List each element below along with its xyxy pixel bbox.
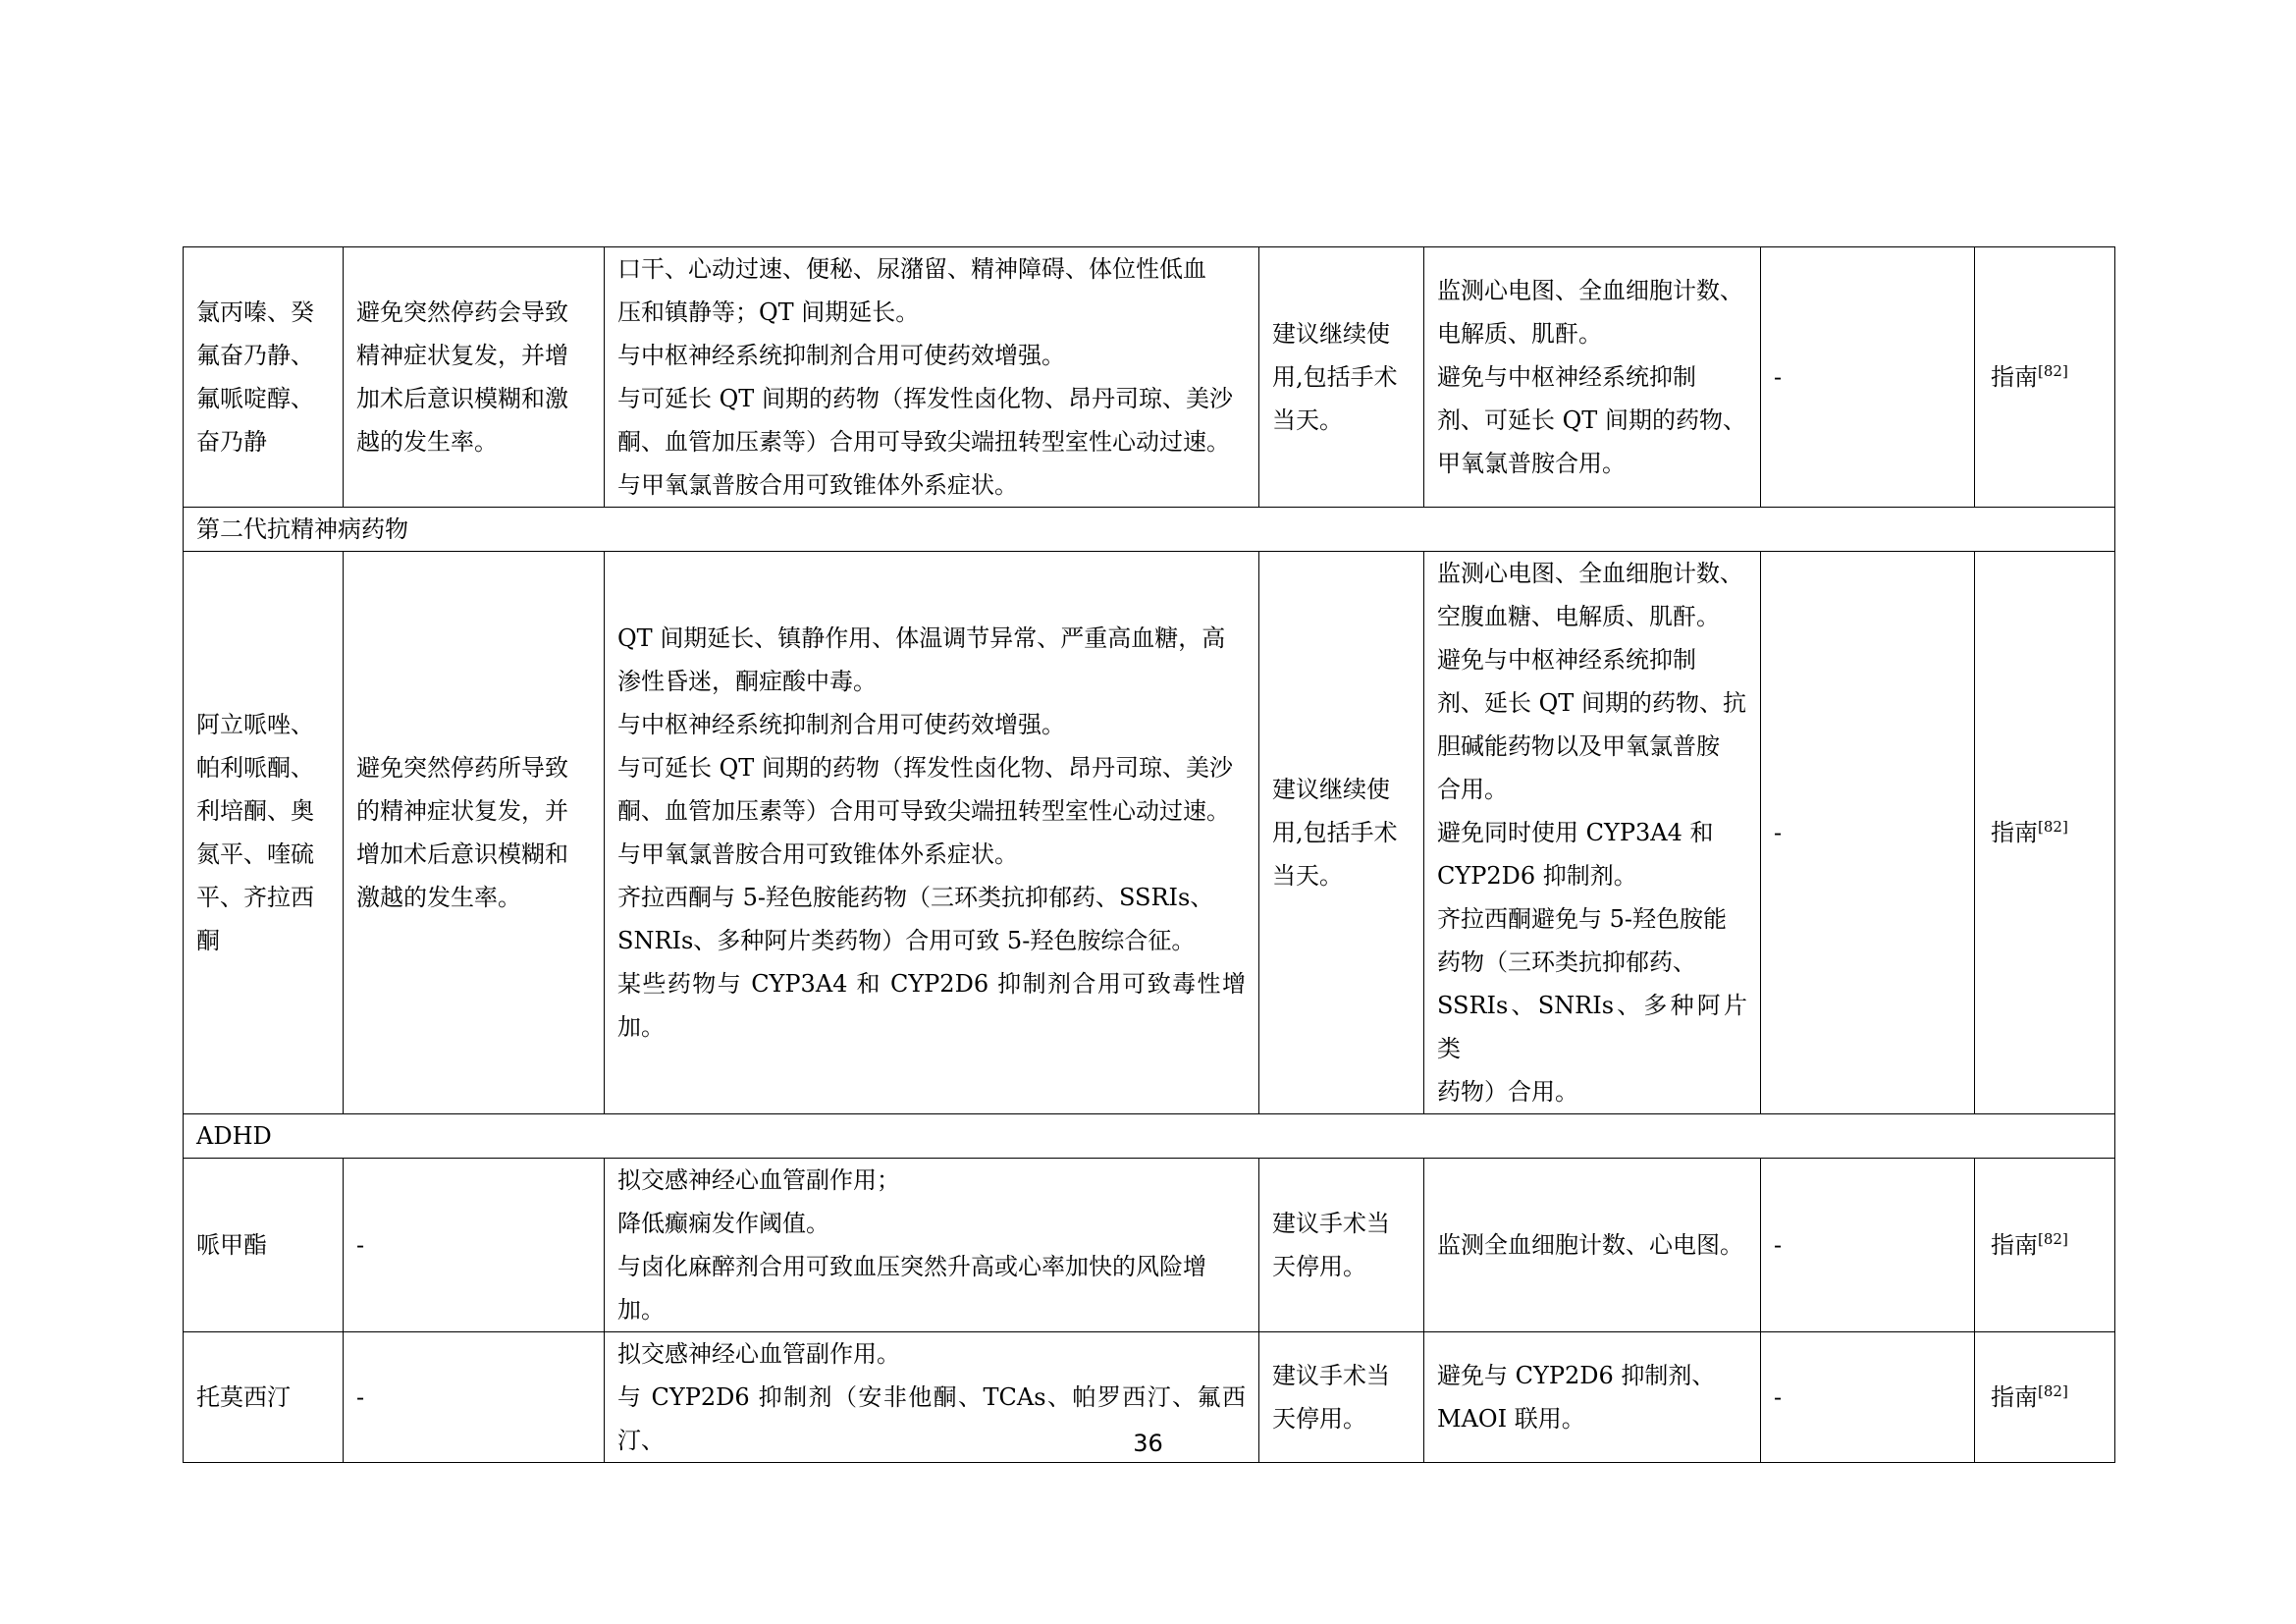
cell-line: 避免突然停药所导致 (356, 754, 568, 782)
cell-line: 越的发生率。 (356, 428, 498, 456)
cell-line: 利培酮、奥 (196, 797, 314, 825)
page-number: 36 (1133, 1430, 1163, 1457)
cell-line: 拟交感神经心血管副作用。 (617, 1340, 900, 1368)
section-heading: ADHD (184, 1114, 2115, 1159)
cell-line: 拟交感神经心血管副作用； (617, 1166, 900, 1194)
cell-line: 建议手术当 (1272, 1362, 1390, 1389)
cell-line: 阿立哌唑、 (196, 711, 314, 738)
cell-line: 的精神症状复发，并 (356, 797, 568, 825)
reference-superscript: [82] (2038, 1230, 2068, 1248)
cell-line: 口干、心动过速、便秘、尿潴留、精神障碍、体位性低血 (617, 255, 1206, 283)
cell-line: 加术后意识模糊和激 (356, 385, 568, 412)
cell-line: 与中枢神经系统抑制剂合用可使药效增强。 (617, 342, 1065, 369)
cell-line: 与中枢神经系统抑制剂合用可使药效增强。 (617, 711, 1065, 738)
cell-line: - (356, 1383, 365, 1411)
cell-line: 酮 (196, 927, 220, 954)
extra-cell: - (1761, 1332, 1975, 1463)
cell-line: 降低癫痫发作阈值。 (617, 1210, 829, 1237)
cell-line: 天停用。 (1272, 1405, 1366, 1433)
cell-line: - (356, 1231, 365, 1259)
cell-line: 当天。 (1272, 406, 1343, 434)
cell-line: 合用。 (1437, 776, 1508, 803)
cell-line: CYP2D6 抑制剂。 (1437, 862, 1637, 890)
cell-line: 剂、延长 QT 间期的药物、抗 (1437, 689, 1746, 717)
source-cell (1975, 247, 2115, 508)
cell-line: 天停用。 (1272, 1253, 1366, 1280)
cell-line: 平、齐拉西 (196, 884, 314, 911)
cell-line: 齐拉西酮避免与 5-羟色胺能 (1437, 905, 1728, 933)
risks-cell (605, 247, 1259, 508)
cell-line: 酮、血管加压素等）合用可导致尖端扭转型室性心动过速。 (617, 428, 1230, 456)
extra-cell: - (1761, 1159, 1975, 1332)
cell-line: 建议继续使 (1272, 776, 1390, 803)
reason-cell (344, 1159, 605, 1332)
monitor-cell (1424, 552, 1761, 1114)
cell-line: 压和镇静等；QT 间期延长。 (617, 298, 920, 326)
cell-line: 建议手术当 (1272, 1210, 1390, 1237)
source-label: 指南 (1991, 363, 2038, 391)
cell-line: 与可延长 QT 间期的药物（挥发性卤化物、昂丹司琼、美沙 (617, 754, 1233, 782)
cell-line: 监测心电图、全血细胞计数、 (1437, 560, 1743, 587)
cell-line: 剂、可延长 QT 间期的药物、 (1437, 406, 1746, 434)
cell-line: 空腹血糖、电解质、肌酐。 (1437, 603, 1720, 630)
cell-line: 氯丙嗪、癸 (196, 298, 314, 326)
reason-cell (344, 247, 605, 508)
cell-line: 当天。 (1272, 862, 1343, 890)
cell-line: 用,包括手术 (1272, 819, 1398, 846)
cell-line: 渗性昏迷，酮症酸中毒。 (617, 668, 877, 695)
monitor-cell (1424, 247, 1761, 508)
section-heading: 第二代抗精神病药物 (184, 508, 2115, 552)
cell-line: 与甲氧氯普胺合用可致锥体外系症状。 (617, 840, 1018, 868)
cell-line: 甲氧氯普胺合用。 (1437, 450, 1626, 477)
advice-cell (1259, 552, 1424, 1114)
cell-line: 避免突然停药会导致 (356, 298, 568, 326)
source-label: 指南 (1991, 1231, 2038, 1259)
cell-line: 与可延长 QT 间期的药物（挥发性卤化物、昂丹司琼、美沙 (617, 385, 1233, 412)
drug-name-cell (184, 552, 344, 1114)
cell-line: 避免与 CYP2D6 抑制剂、 (1437, 1362, 1716, 1389)
cell-line: 用,包括手术 (1272, 363, 1398, 391)
cell-line: SNRIs、多种阿片类药物）合用可致 5-羟色胺综合征。 (617, 927, 1196, 954)
cell-line: 帕利哌酮、 (196, 754, 314, 782)
cell-line: 氮平、喹硫 (196, 840, 314, 868)
cell-line: 建议继续使 (1272, 320, 1390, 348)
reason-cell (344, 552, 605, 1114)
extra-cell: - (1761, 552, 1975, 1114)
cell-line: MAOI 联用。 (1437, 1405, 1585, 1433)
cell-line: 与 CYP2D6 抑制剂（安非他酮、TCAs、帕罗西汀、氟西汀、 (617, 1383, 1246, 1454)
cell-line: 电解质、肌酐。 (1437, 320, 1602, 348)
cell-line: 哌甲酯 (196, 1231, 267, 1259)
source-label: 指南 (1991, 1383, 2038, 1411)
source-cell (1975, 552, 2115, 1114)
cell-line: 避免与中枢神经系统抑制 (1437, 363, 1696, 391)
table-body (184, 247, 2115, 1463)
monitor-cell (1424, 1159, 1761, 1332)
cell-line: 避免与中枢神经系统抑制 (1437, 646, 1696, 674)
cell-line: 避免同时使用 CYP3A4 和 (1437, 819, 1714, 846)
cell-line: 药物）合用。 (1437, 1078, 1578, 1106)
cell-line: 氟哌啶醇、 (196, 385, 314, 412)
cell-line: 监测心电图、全血细胞计数、 (1437, 277, 1743, 304)
cell-line: 胆碱能药物以及甲氧氯普胺 (1437, 732, 1720, 760)
section-row (184, 508, 2115, 552)
cell-line: SSRIs、SNRIs、多种阿片类 (1437, 992, 1747, 1062)
extra-cell: - (1761, 247, 1975, 508)
cell-line: 激越的发生率。 (356, 884, 521, 911)
cell-line: 精神症状复发，并增 (356, 342, 568, 369)
table-row (184, 552, 2115, 1114)
cell-line: QT 间期延长、镇静作用、体温调节异常、严重高血糖，高 (617, 624, 1226, 652)
risks-cell (605, 552, 1259, 1114)
cell-line: 加。 (617, 1296, 665, 1324)
advice-cell (1259, 1159, 1424, 1332)
cell-line: 齐拉西酮与 5-羟色胺能药物（三环类抗抑郁药、SSRIs、 (617, 884, 1214, 911)
source-label: 指南 (1991, 819, 2038, 846)
advice-cell (1259, 247, 1424, 508)
cell-line: 增加术后意识模糊和 (356, 840, 568, 868)
table-row (184, 247, 2115, 508)
source-cell (1975, 1159, 2115, 1332)
cell-line: 托莫西汀 (196, 1383, 291, 1411)
reference-superscript: [82] (2038, 818, 2068, 836)
drug-name-cell (184, 247, 344, 508)
cell-line: 氟奋乃静、 (196, 342, 314, 369)
cell-line: 与甲氧氯普胺合用可致锥体外系症状。 (617, 471, 1018, 499)
cell-line: 监测全血细胞计数、心电图。 (1437, 1231, 1743, 1259)
cell-line: 某些药物与 CYP3A4 和 CYP2D6 抑制剂合用可致毒性增加。 (617, 970, 1246, 1041)
drug-name-cell (184, 1159, 344, 1332)
drug-table (183, 246, 2115, 1463)
cell-line: 与卤化麻醉剂合用可致血压突然升高或心率加快的风险增 (617, 1253, 1206, 1280)
table-row (184, 1159, 2115, 1332)
risks-cell (605, 1159, 1259, 1332)
cell-line: 酮、血管加压素等）合用可导致尖端扭转型室性心动过速。 (617, 797, 1230, 825)
cell-line: 奋乃静 (196, 428, 267, 456)
section-row (184, 1114, 2115, 1159)
reference-superscript: [82] (2038, 1382, 2068, 1400)
cell-line: 药物（三环类抗抑郁药、 (1437, 948, 1696, 976)
reference-superscript: [82] (2038, 362, 2068, 380)
